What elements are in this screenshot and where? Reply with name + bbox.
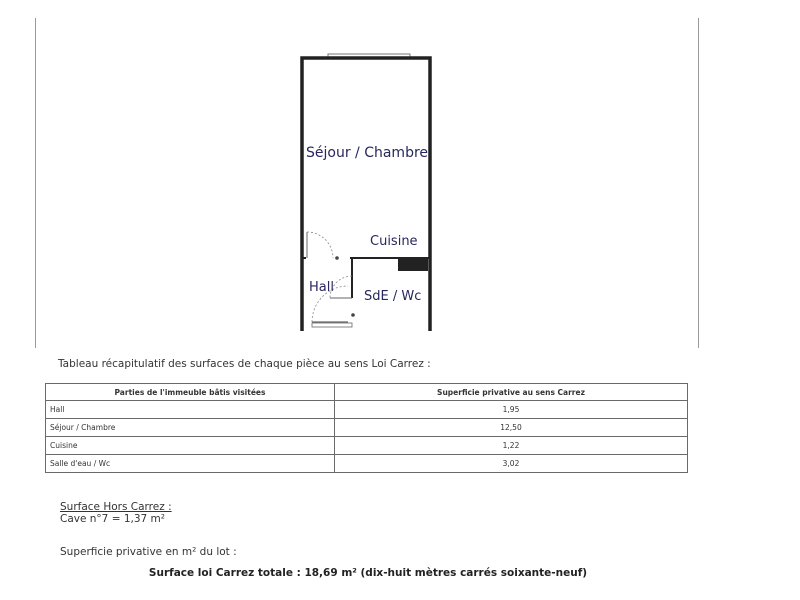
- cell-part: Cuisine: [46, 437, 335, 455]
- cell-area: 1,95: [335, 401, 688, 419]
- room-label-sde: SdE / Wc: [364, 289, 422, 304]
- carrez-total: Surface loi Carrez totale : 18,69 m² (dix-huit mètres carrés soixante-neuf): [148, 567, 588, 579]
- table-row: [46, 437, 688, 455]
- summary-intro: Tableau récapitulatif des surfaces de chaque pièce au sens Loi Carrez :: [58, 358, 431, 370]
- column-header-area: Superficie privative au sens Carrez: [335, 384, 688, 401]
- room-label-sejour: Séjour / Chambre: [306, 145, 429, 161]
- table-row: [46, 401, 688, 419]
- hors-carrez-line: Cave n°7 = 1,37 m²: [60, 513, 165, 525]
- cell-area: 12,50: [335, 419, 688, 437]
- light-point: [335, 256, 339, 260]
- hors-carrez-title: Surface Hors Carrez :: [60, 501, 172, 513]
- cell-part: Salle d'eau / Wc: [46, 455, 335, 473]
- room-label-hall: Hall: [309, 280, 334, 295]
- cell-part: Hall: [46, 401, 335, 419]
- light-point: [351, 313, 355, 317]
- room-label-cuisine: Cuisine: [370, 234, 418, 249]
- lot-area-label: Superficie privative en m² du lot :: [60, 546, 237, 558]
- surface-table: [45, 383, 688, 473]
- door-sejour-swing: [307, 232, 333, 258]
- table-row: [46, 419, 688, 437]
- cell-part: Séjour / Chambre: [46, 419, 335, 437]
- cell-area: 3,02: [335, 455, 688, 473]
- entrance-threshold: [312, 323, 352, 327]
- table-header-row: [46, 384, 688, 401]
- column-header-part: Parties de l'immeuble bâtis visitées: [46, 384, 335, 401]
- cell-area: 1,22: [335, 437, 688, 455]
- table-row: [46, 455, 688, 473]
- kitchen-worktop: [398, 259, 428, 271]
